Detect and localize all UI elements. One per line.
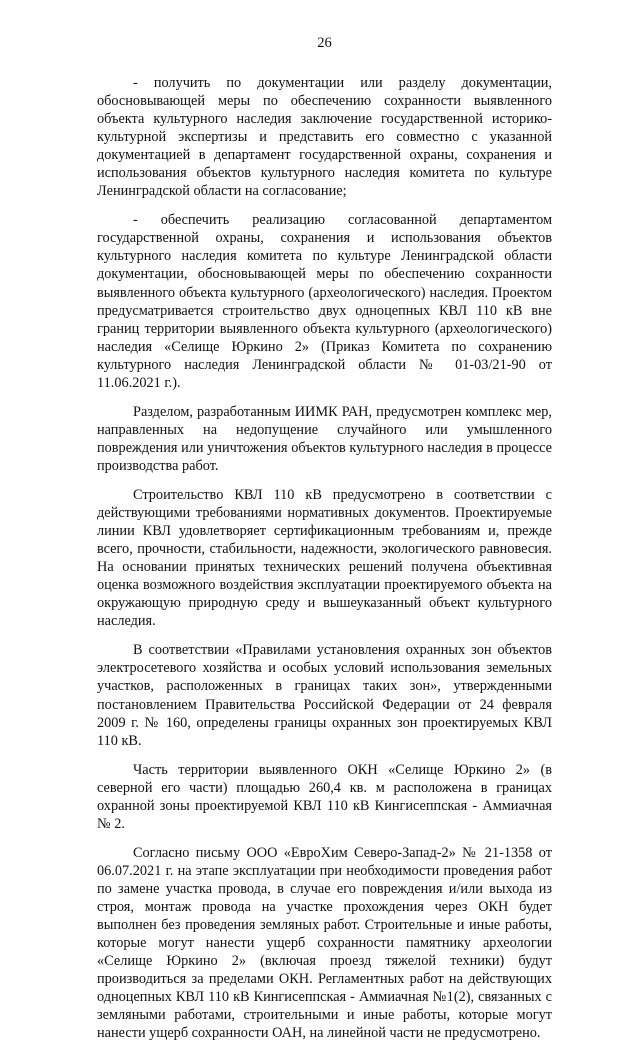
paragraph-ensure-implementation: - обеспечить реализацию согласованной департаментом государственной охраны, сохранения и использования объектов культурного наследия комитета по культуре Ленинградской области документации, обосновывающей меры по обеспечению сохранности выявленного объекта культурного (археологического) наследия. Проектом предусматривается строительство двух одноцепных КВЛ 110 кВ вне границ территории выявленного объекта культурного (археологического) наследия «Селище Юркино 2» (Приказ Комитета по сохранению культурного наследия Ленинградской области № 01-03/21-90 от 11.06.2021 г.). bbox=[97, 212, 552, 391]
paragraph-protection-zones-rules: В соответствии «Правилами установления охранных зон объектов электросетевого хозяйства и особых условий использования земельных участков, расположенных в границах таких зон», утвержденными постановлением Правительства Российской Федерации от 24 февраля 2009 г. № 160, определены границы охранных зон проектируемых КВЛ 110 кВ. bbox=[97, 642, 552, 749]
paragraph-obtain-expertise: - получить по документации или разделу документации, обосновывающей меры по обеспечению сохранности выявленного объекта культурного наследия заключение государственной историко-культурной экспертизы и представить его совместно с указанной документацией в департамент государственной охраны, сохранения и использования объектов культурного наследия комитета по культуре Ленинградской области на согласование; bbox=[97, 75, 552, 200]
paragraph-construction-kvl: Строительство КВЛ 110 кВ предусмотрено в соответствии с действующими требованиями нормативных документов. Проектируемые линии КВЛ удовлетворяет сертификационным требованиям и, прежде всего, прочности, стабильности, надежности, экологического равновесия. На основании принятых технических решений получена объективная оценка возможного воздействия эксплуатации проектируемого объекта на окружающую природную среду и вышеуказанный объект культурного наследия. bbox=[97, 486, 552, 630]
page-number: 26 bbox=[317, 35, 332, 51]
paragraph-eurochem-letter: Согласно письму ООО «ЕвроХим Северо-Запад-2» № 21-1358 от 06.07.2021 г. на этапе эксплуатации при необходимости проведения работ по замене участка провода, в случае его повреждения и/или выхода из строя, монтаж провода на участке прохождения через ОКН будет выполнен без проведения земляных работ. Строительные и иные работы, которые могут нанести ущерб сохранности памятнику археологии «Селище Юркино 2» (включая проезд тяжелой техники) будут производиться за пределами ОКН. Регламентных работ на действующих одноцепных КВЛ 110 кВ Кингисеппская - Аммиачная №1(2), связанных с земляными работами, строительными и иные работы, которые могут нанести ущерб сохранности ОАН, на линейной части не предусмотрено. bbox=[97, 844, 552, 1042]
paragraph-territory-part: Часть территории выявленного ОКН «Селище Юркино 2» (в северной его части) площадью 260,4 кв. м расположена в границах охранной зоны проектируемой КВЛ 110 кВ Кингисеппская - Аммиачная № 2. bbox=[97, 761, 552, 832]
paragraph-iimk-measures: Разделом, разработанным ИИМК РАН, предусмотрен комплекс мер, направленных на недопущение случайного или умышленного повреждения или уничтожения объектов культурного наследия в процессе производства работ. bbox=[97, 403, 552, 474]
